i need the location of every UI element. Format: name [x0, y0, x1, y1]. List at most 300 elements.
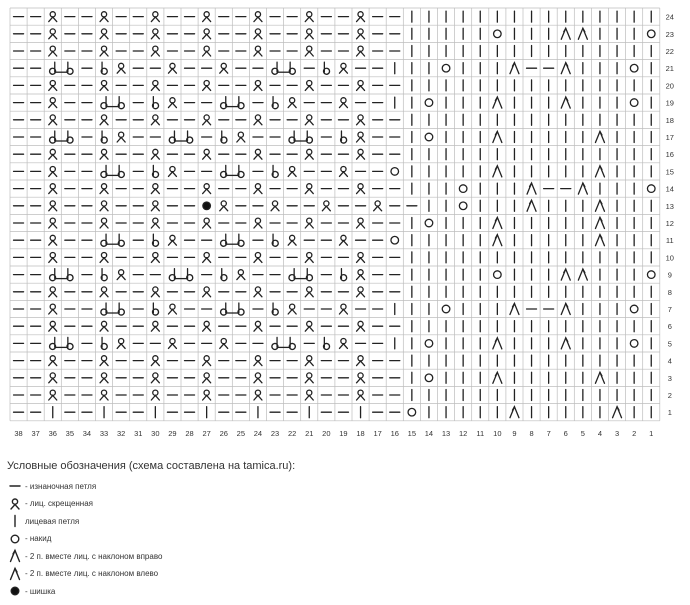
cable-left-end-symbol [272, 62, 278, 74]
twisted-knit-symbol [49, 149, 57, 159]
decrease-left-symbol [595, 166, 604, 177]
column-number: 6 [563, 428, 568, 438]
cable-right-end-symbol [101, 269, 107, 281]
row-number: 7 [667, 305, 672, 314]
column-number: 5 [580, 428, 585, 438]
twisted-knit-symbol [339, 304, 347, 314]
decrease-left-symbol [595, 372, 604, 383]
decrease-left-symbol [561, 97, 570, 108]
twisted-knit-symbol [305, 253, 313, 263]
column-number: 35 [65, 428, 75, 438]
twisted-knit-symbol [49, 115, 57, 125]
decrease-right-symbol [493, 97, 502, 108]
decrease-right-symbol [527, 200, 536, 211]
cable-left-end-symbol [169, 269, 175, 281]
yarn-over-symbol [425, 99, 433, 107]
yarn-over-symbol [442, 305, 450, 313]
twisted-knit-symbol [357, 218, 365, 228]
twisted-knit-symbol [100, 115, 108, 125]
cable-right-end-symbol [153, 165, 159, 177]
twisted-knit-symbol [203, 12, 211, 22]
yarn-over-symbol [630, 340, 638, 348]
twisted-knit-symbol [49, 98, 57, 108]
twisted-knit-symbol [254, 184, 262, 194]
twisted-knit-symbol [100, 356, 108, 366]
twisted-knit-symbol [49, 253, 57, 263]
legend-item [7, 566, 158, 582]
decrease-left-symbol [595, 235, 604, 246]
cable-right-end-symbol [67, 269, 73, 281]
twisted-knit-symbol [151, 12, 159, 22]
twisted-knit-symbol [117, 339, 125, 349]
cable-right-end-symbol [289, 337, 295, 349]
cable-right-end-symbol [221, 269, 227, 281]
yarn-over-symbol [494, 271, 502, 279]
column-number: 29 [168, 428, 177, 438]
row-number: 5 [667, 339, 672, 349]
column-number: 18 [356, 428, 365, 438]
twisted-knit-symbol [49, 81, 57, 91]
twisted-knit-symbol [100, 29, 108, 39]
twisted-knit-symbol [254, 287, 262, 297]
column-number: 23 [270, 428, 280, 438]
column-number: 20 [322, 428, 331, 438]
decrease-right-symbol [510, 407, 519, 418]
column-number: 26 [219, 428, 228, 438]
cable-right-end-symbol [272, 303, 278, 315]
legend-item [7, 531, 51, 547]
decrease-left-symbol [595, 200, 604, 211]
twisted-knit-symbol [357, 321, 365, 331]
twisted-knit-symbol [357, 46, 365, 56]
cable-right-end-symbol [324, 337, 330, 349]
cable-right-end-symbol [238, 97, 244, 109]
cable-right-end-symbol [272, 234, 278, 246]
row-number: 22 [665, 47, 674, 56]
twisted-knit-symbol [49, 356, 57, 366]
twisted-knit-symbol [237, 132, 245, 142]
yarn-over-symbol [647, 271, 655, 279]
twisted-knit-symbol [254, 356, 262, 366]
twisted-knit-symbol [151, 201, 159, 211]
cable-left-end-symbol [221, 234, 227, 246]
yarn-over-symbol [494, 30, 502, 38]
twisted-knit-symbol [49, 373, 57, 383]
column-number: 7 [546, 428, 551, 438]
cable-left-end-symbol [272, 337, 278, 349]
twisted-knit-symbol [151, 287, 159, 297]
twisted-knit-symbol [305, 373, 313, 383]
row-number: 23 [665, 29, 674, 39]
cable-right-end-symbol [341, 131, 347, 143]
cable-left-end-symbol [221, 165, 227, 177]
column-number: 14 [424, 428, 434, 438]
row-number: 24 [665, 12, 674, 22]
twisted-knit-symbol [49, 235, 57, 245]
twisted-knit-symbol [100, 81, 108, 91]
row-number: 1 [667, 408, 672, 418]
twisted-knit-symbol [203, 373, 211, 383]
row-number: 13 [665, 201, 674, 211]
twisted-knit-symbol [357, 115, 365, 125]
cable-left-end-symbol [101, 234, 107, 246]
twisted-knit-symbol [151, 149, 159, 159]
column-number: 17 [373, 428, 382, 438]
column-number: 4 [597, 428, 603, 438]
twisted-knit-symbol [237, 270, 245, 280]
column-number: 2 [632, 428, 637, 438]
row-number: 15 [665, 167, 674, 177]
decrease-right-symbol [493, 218, 502, 229]
column-number: 36 [48, 428, 57, 438]
cable-right-end-symbol [101, 62, 107, 74]
twisted-knit-symbol [339, 167, 347, 177]
cable-right-end-symbol [238, 303, 244, 315]
decrease-left-symbol [561, 304, 570, 315]
cable-right-end-symbol [272, 97, 278, 109]
twisted-knit-symbol [151, 321, 159, 331]
twisted-knit-symbol [357, 132, 365, 142]
twisted-knit-symbol [49, 29, 57, 39]
cable-left-end-symbol [289, 269, 295, 281]
twisted-knit-symbol [288, 235, 296, 245]
legend-label: - шишка [25, 586, 56, 596]
cable-right-end-symbol [153, 97, 159, 109]
twisted-knit-symbol [254, 149, 262, 159]
row-number: 11 [665, 236, 674, 246]
twisted-knit-symbol [168, 98, 176, 108]
decrease-right-symbol [493, 235, 502, 246]
column-number: 10 [493, 428, 502, 438]
twisted-knit-symbol [100, 201, 108, 211]
row-number: 18 [665, 115, 674, 125]
twisted-knit-symbol [357, 149, 365, 159]
yarn-over-symbol [391, 236, 399, 244]
legend-label: - лиц. скрещенная [25, 499, 94, 508]
decrease-right-icon [7, 548, 23, 564]
twisted-knit-symbol [203, 321, 211, 331]
twisted-knit-symbol [117, 270, 125, 280]
twisted-knit-symbol [357, 270, 365, 280]
twisted-knit-symbol [49, 321, 57, 331]
cable-right-end-symbol [101, 337, 107, 349]
twisted-knit-symbol [100, 287, 108, 297]
twisted-knit-symbol [220, 201, 228, 211]
twisted-knit-symbol [254, 115, 262, 125]
column-number: 16 [390, 428, 399, 438]
twisted-knit-symbol [203, 81, 211, 91]
cable-right-end-symbol [272, 165, 278, 177]
cable-left-end-symbol [50, 62, 56, 74]
twisted-knit-symbol [117, 63, 125, 73]
decrease-left-symbol [595, 218, 604, 229]
legend-label: - 2 п. вместе лиц. с наклоном вправо [25, 551, 163, 561]
twisted-knit-symbol [49, 287, 57, 297]
twisted-knit-symbol [203, 218, 211, 228]
twisted-knit-symbol [322, 201, 330, 211]
cable-left-end-symbol [101, 165, 107, 177]
cable-left-end-symbol [50, 131, 56, 143]
twisted-knit-symbol [100, 321, 108, 331]
row-number: 21 [665, 64, 674, 74]
yarn-over-symbol [408, 408, 416, 416]
bobble-symbol [203, 202, 211, 210]
row-number: 3 [667, 373, 672, 383]
twisted-knit-symbol [168, 235, 176, 245]
twisted-knit-symbol [357, 390, 365, 400]
decrease-right-symbol [493, 166, 502, 177]
column-number: 32 [116, 428, 126, 438]
yarn-over-symbol [425, 219, 433, 227]
decrease-left-symbol [595, 132, 604, 143]
twisted-knit-symbol [49, 218, 57, 228]
twisted-knit-symbol [357, 373, 365, 383]
cable-right-end-symbol [341, 269, 347, 281]
decrease-right-symbol [493, 372, 502, 383]
twisted-knit-symbol [168, 339, 176, 349]
twisted-knit-symbol [117, 132, 125, 142]
twisted-knit-symbol [220, 339, 228, 349]
yarn-over-symbol [647, 185, 655, 193]
cable-right-end-symbol [306, 131, 312, 143]
twisted-knit-symbol [374, 201, 382, 211]
legend-label: - 2 п. вместе лиц. с наклоном влево [25, 569, 159, 578]
cable-right-end-symbol [306, 269, 312, 281]
twisted-knit-symbol [288, 167, 296, 177]
column-number: 25 [236, 428, 246, 438]
cable-left-end-symbol [101, 303, 107, 315]
twisted-knit-symbol [49, 304, 57, 314]
column-number: 28 [185, 428, 194, 438]
decrease-left-symbol [613, 407, 622, 418]
row-number: 4 [667, 356, 672, 366]
yarn-over-symbol [630, 305, 638, 313]
decrease-right-symbol [527, 183, 536, 194]
decrease-right-symbol [510, 304, 519, 315]
column-number: 24 [253, 428, 263, 438]
column-number: 8 [529, 428, 534, 438]
twisted-knit-symbol [203, 46, 211, 56]
legend-label: - накид [25, 534, 52, 543]
cable-right-end-symbol [221, 131, 227, 143]
yarn-over-symbol [630, 64, 638, 72]
cable-right-end-symbol [153, 234, 159, 246]
twisted-knit-symbol [254, 321, 262, 331]
yarn-over-symbol [647, 30, 655, 38]
cable-right-end-symbol [67, 62, 73, 74]
twisted-knit-symbol [49, 201, 57, 211]
twisted-knit-symbol [151, 373, 159, 383]
twisted-knit-symbol [305, 390, 313, 400]
twisted-knit-symbol [288, 98, 296, 108]
twisted-knit-symbol [339, 235, 347, 245]
yarn-over-symbol [630, 99, 638, 107]
twisted-knit-symbol [49, 167, 57, 177]
twisted-knit-symbol [100, 46, 108, 56]
yarn-over-symbol [459, 185, 467, 193]
filled-dot-icon [7, 583, 23, 599]
twisted-knit-symbol [100, 390, 108, 400]
row-number: 6 [667, 322, 672, 332]
decrease-left-symbol [561, 338, 570, 349]
column-number: 13 [441, 428, 451, 438]
twisted-knit-symbol [100, 218, 108, 228]
twisted-knit-symbol [203, 390, 211, 400]
twisted-knit-symbol [305, 356, 313, 366]
twisted-knit-symbol [305, 115, 313, 125]
twisted-knit-symbol [357, 12, 365, 22]
twisted-knit-symbol [151, 390, 159, 400]
row-number: 8 [667, 287, 672, 297]
cable-left-end-symbol [101, 97, 107, 109]
twisted-knit-symbol [357, 29, 365, 39]
yarn-over-symbol [442, 64, 450, 72]
row-number: 10 [665, 253, 674, 263]
row-number: 9 [667, 270, 672, 280]
twisted-knit-symbol [288, 304, 296, 314]
twisted-knit-symbol [203, 184, 211, 194]
twisted-knit-symbol [254, 46, 262, 56]
twisted-knit-symbol [305, 81, 313, 91]
twisted-knit-symbol [254, 253, 262, 263]
twisted-knit-symbol [203, 356, 211, 366]
cable-right-end-symbol [118, 234, 124, 246]
twisted-knit-symbol [203, 115, 211, 125]
twisted-knit-symbol [203, 253, 211, 263]
twisted-knit-symbol [357, 253, 365, 263]
column-number: 12 [458, 428, 468, 438]
cable-right-end-symbol [153, 303, 159, 315]
twisted-knit-symbol [49, 184, 57, 194]
legend-item [7, 548, 162, 564]
yarn-over-symbol [391, 168, 399, 176]
twisted-knit-symbol [151, 253, 159, 263]
twisted-knit-symbol [254, 29, 262, 39]
twisted-knit-symbol [151, 218, 159, 228]
legend-title: Условные обозначения (схема составлена на tamica.ru): [7, 460, 296, 472]
row-number: 17 [665, 133, 674, 142]
legend-item [7, 496, 93, 512]
column-number: 9 [512, 428, 517, 438]
column-number: 34 [82, 428, 92, 438]
twisted-knit-symbol [339, 98, 347, 108]
column-number: 15 [407, 428, 417, 438]
column-number: 22 [287, 428, 297, 438]
cable-right-end-symbol [67, 337, 73, 349]
cable-left-end-symbol [169, 131, 175, 143]
twisted-knit-symbol [305, 321, 313, 331]
twisted-knit-symbol [151, 81, 159, 91]
twisted-knit-symbol [357, 184, 365, 194]
cable-right-end-symbol [238, 234, 244, 246]
column-number: 38 [14, 428, 23, 438]
column-number: 27 [202, 428, 211, 438]
cable-left-end-symbol [289, 131, 295, 143]
dash-icon [7, 478, 23, 494]
twisted-knit-symbol [305, 184, 313, 194]
cable-right-end-symbol [187, 269, 193, 281]
column-number: 37 [31, 428, 40, 438]
decrease-right-symbol [561, 269, 570, 280]
cable-right-end-symbol [118, 303, 124, 315]
twisted-knit-symbol [151, 46, 159, 56]
decrease-right-symbol [510, 63, 519, 74]
legend-label: лицевая петля [25, 516, 80, 526]
twisted-knit-symbol [220, 63, 228, 73]
twisted-knit-symbol [168, 304, 176, 314]
row-number: 2 [667, 391, 672, 400]
twisted-knit-symbol [203, 149, 211, 159]
cable-right-end-symbol [289, 62, 295, 74]
cable-right-end-symbol [238, 165, 244, 177]
cable-right-end-symbol [118, 97, 124, 109]
column-numbers [14, 429, 653, 438]
column-number: 19 [339, 428, 348, 438]
decrease-right-symbol [561, 28, 570, 39]
cable-right-end-symbol [187, 131, 193, 143]
twisted-knit-symbol [305, 149, 313, 159]
decrease-left-icon [7, 566, 23, 582]
column-number: 31 [134, 428, 143, 438]
twisted-knit-symbol [168, 63, 176, 73]
yarn-over-symbol [459, 202, 467, 210]
twisted-knit-symbol [305, 29, 313, 39]
twisted-knit-symbol [357, 287, 365, 297]
column-number: 21 [305, 428, 314, 438]
twisted-knit-symbol [305, 12, 313, 22]
column-number: 30 [151, 428, 160, 438]
twisted-knit-symbol [49, 46, 57, 56]
decrease-right-symbol [493, 132, 502, 143]
cable-right-end-symbol [324, 62, 330, 74]
twisted-knit-symbol [254, 12, 262, 22]
cable-right-end-symbol [118, 165, 124, 177]
twisted-knit-symbol [254, 390, 262, 400]
twisted-knit-symbol [100, 373, 108, 383]
twisted-knit-symbol [100, 184, 108, 194]
twisted-knit-symbol [254, 81, 262, 91]
twisted-knit-symbol [151, 184, 159, 194]
twisted-knit-symbol [100, 149, 108, 159]
legend-item [7, 513, 79, 529]
twisted-knit-symbol [339, 63, 347, 73]
twisted-knit-symbol [339, 339, 347, 349]
decrease-left-symbol [578, 183, 587, 194]
twisted-knit-symbol [100, 253, 108, 263]
row-number: 20 [665, 81, 674, 91]
twisted-knit-symbol [357, 356, 365, 366]
yarn-over-symbol [425, 133, 433, 141]
twisted-knit-symbol [305, 218, 313, 228]
twisted-knit-symbol [254, 218, 262, 228]
twisted-knit-symbol [151, 29, 159, 39]
twisted-knit-symbol [100, 12, 108, 22]
twisted-knit-symbol [305, 287, 313, 297]
twisted-knit-symbol [305, 46, 313, 56]
twisted-knit-symbol [151, 115, 159, 125]
vertical-bar-icon [7, 513, 23, 529]
column-number: 3 [614, 428, 620, 438]
legend-item [7, 583, 55, 599]
twisted-knit-icon [7, 496, 23, 512]
decrease-left-symbol [578, 269, 587, 280]
yarn-over-symbol [425, 340, 433, 348]
twisted-knit-symbol [203, 287, 211, 297]
twisted-knit-symbol [254, 373, 262, 383]
cable-left-end-symbol [50, 269, 56, 281]
yarn-over-symbol [425, 374, 433, 382]
column-number: 11 [476, 428, 485, 438]
